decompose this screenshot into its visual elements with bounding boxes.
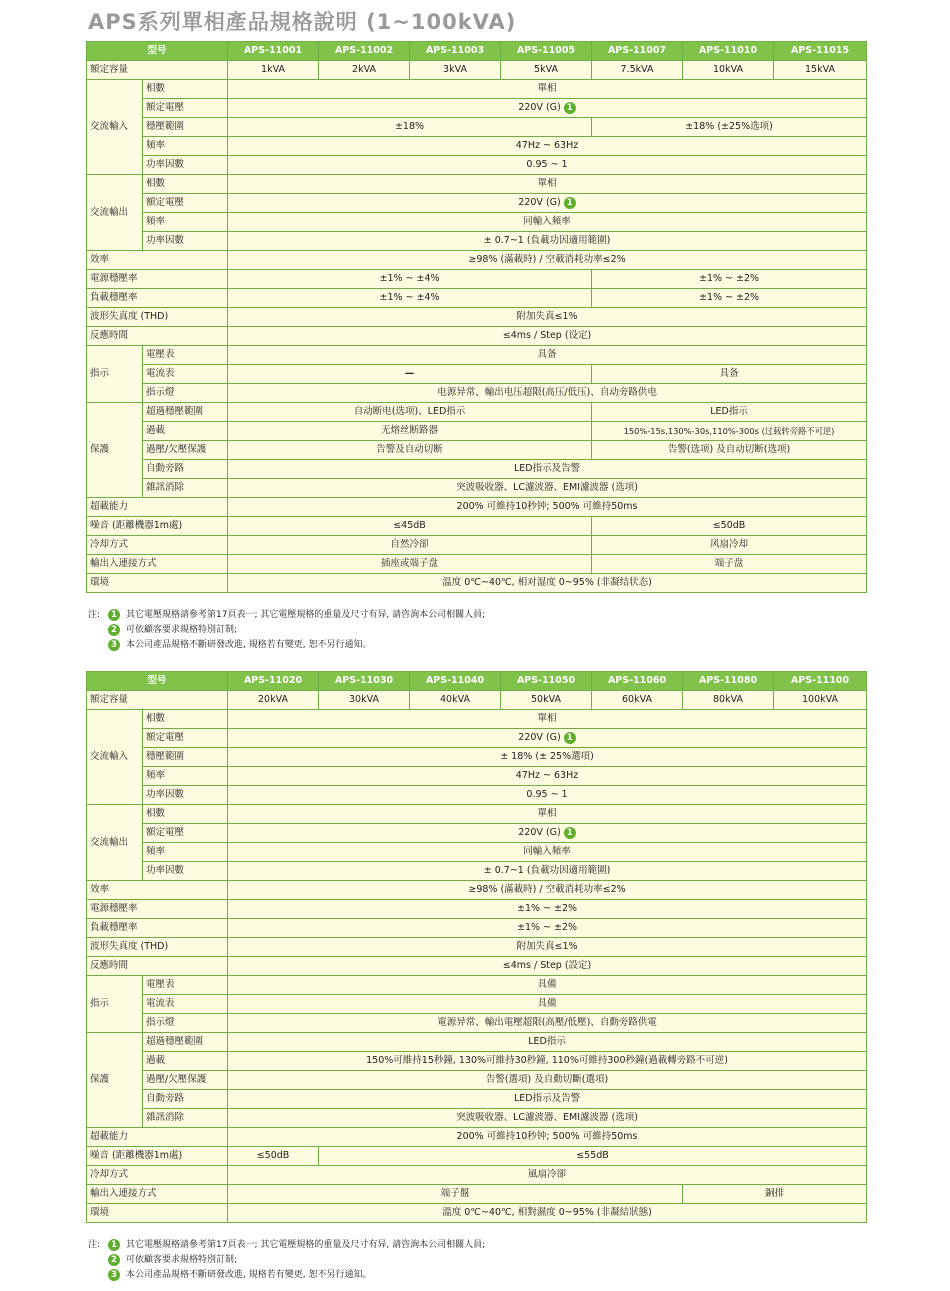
source-regulation-value: ±1% ~ ±2% bbox=[592, 270, 867, 289]
over-range-value: 自动断电(选项)、LED指示 bbox=[228, 403, 592, 422]
spec-table-1 bbox=[86, 41, 867, 593]
ammeter-label: 電流表 bbox=[143, 995, 228, 1014]
thd-label: 波形失真度 (THD) bbox=[87, 938, 228, 957]
voltage-cell bbox=[228, 99, 867, 118]
connection-value: 端子盘 bbox=[592, 555, 867, 574]
model-name: APS-11050 bbox=[501, 672, 592, 691]
load-regulation-value: ±1% ~ ±2% bbox=[228, 919, 867, 938]
noise-value: ≤50dB bbox=[228, 1147, 319, 1166]
protection-group: 保護 bbox=[87, 403, 143, 498]
capacity-value: 5kVA bbox=[501, 61, 592, 80]
range-value: ±18% (±25%选项) bbox=[592, 118, 867, 137]
phase-label: 相數 bbox=[143, 80, 228, 99]
capacity-value: 2kVA bbox=[319, 61, 410, 80]
voltage-cell bbox=[228, 824, 867, 843]
cooling-value: 风扇冷却 bbox=[592, 536, 867, 555]
note-3-marker: 3 bbox=[108, 639, 120, 651]
noise-value: ≤45dB bbox=[228, 517, 592, 536]
noise-label: 噪音 (距離機器1m處) bbox=[87, 1147, 228, 1166]
over-range-value: LED指示 bbox=[228, 1033, 867, 1052]
noise-filter-label: 雜訊消除 bbox=[143, 1109, 228, 1128]
ac-output-group: 交流輸出 bbox=[87, 805, 143, 881]
note-3-marker: 3 bbox=[108, 1269, 120, 1281]
power-factor-label: 功率因數 bbox=[143, 156, 228, 175]
power-factor-value: ± 0.7~1 (負載功因適用範圍) bbox=[228, 232, 867, 251]
noise-filter-label: 雜訊消除 bbox=[143, 479, 228, 498]
connection-label: 輸出入連接方式 bbox=[87, 555, 228, 574]
power-factor-value: 0.95 ~ 1 bbox=[228, 786, 867, 805]
overload-capacity-value: 200% 可維持10秒钟; 500% 可維持50ms bbox=[228, 498, 867, 517]
voltage-value: 220V (G) bbox=[518, 827, 561, 838]
voltage-label: 額定電壓 bbox=[143, 194, 228, 213]
ammeter-value: — bbox=[228, 365, 592, 384]
overload-capacity-label: 超載能力 bbox=[87, 1128, 228, 1147]
note-1-marker: 1 bbox=[108, 1239, 120, 1251]
overload-capacity-value: 200% 可維持10秒钟; 500% 可維持50ms bbox=[228, 1128, 867, 1147]
ac-input-group: 交流輸入 bbox=[87, 710, 143, 805]
source-regulation-label: 電源穩壓率 bbox=[87, 900, 228, 919]
model-header: 型号 bbox=[87, 672, 228, 691]
header-row bbox=[87, 672, 867, 691]
noise-filter-value: 突波吸收器、LC濾波器、EMI濾波器 (选项) bbox=[228, 1109, 867, 1128]
overload-value: 无熔丝断路器 bbox=[228, 422, 592, 441]
overload-value: 150%-15s,130%-30s,110%-300s (过载转旁路不可逆) bbox=[592, 422, 867, 441]
capacity-row bbox=[87, 61, 867, 80]
cooling-label: 冷却方式 bbox=[87, 1166, 228, 1185]
connection-value: 端子盤 bbox=[228, 1185, 683, 1204]
source-regulation-label: 電源穩壓率 bbox=[87, 270, 228, 289]
note-1-marker: 1 bbox=[564, 102, 576, 114]
notes-2 bbox=[88, 1238, 485, 1283]
model-name: APS-11100 bbox=[774, 672, 867, 691]
efficiency-value: ≥98% (滿載時) / 空載消耗功率≤2% bbox=[228, 251, 867, 270]
load-regulation-label: 負載穩壓率 bbox=[87, 919, 228, 938]
power-factor-label: 功率因數 bbox=[143, 862, 228, 881]
indicator-lamp-value: 电源异常、輸出电压超限(高压/低压)、自动旁路供电 bbox=[228, 384, 867, 403]
ac-input-group: 交流輸入 bbox=[87, 80, 143, 175]
note-2: 可依顧客要求規格特別訂制; bbox=[126, 1255, 238, 1265]
thd-value: 附加失真≤1% bbox=[228, 308, 867, 327]
note-3: 本公司產品規格不斷研發改進, 規格若有變更, 恕不另行通知。 bbox=[126, 1270, 372, 1280]
ammeter-label: 電流表 bbox=[143, 365, 228, 384]
model-name: APS-11001 bbox=[228, 42, 319, 61]
ac-output-group: 交流輸出 bbox=[87, 175, 143, 251]
model-name: APS-11003 bbox=[410, 42, 501, 61]
auto-bypass-label: 自動旁路 bbox=[143, 1090, 228, 1109]
efficiency-label: 效率 bbox=[87, 251, 228, 270]
range-label: 穩壓範圍 bbox=[143, 748, 228, 767]
connection-label: 輸出入連接方式 bbox=[87, 1185, 228, 1204]
voltage-cell bbox=[228, 729, 867, 748]
noise-label: 噪音 (距離機器1m處) bbox=[87, 517, 228, 536]
environment-value: 溫度 0℃~40℃, 相對濕度 0~95% (非凝結狀態) bbox=[228, 1204, 867, 1223]
capacity-value: 20kVA bbox=[228, 691, 319, 710]
note-3: 本公司產品規格不斷研發改進, 規格若有變更, 恕不另行通知。 bbox=[126, 640, 372, 650]
model-header: 型号 bbox=[87, 42, 228, 61]
page-title: APS系列單相產品規格說明 (1~100kVA) bbox=[88, 10, 517, 34]
notes-prefix: 注: bbox=[88, 610, 101, 620]
frequency-value: 同輸入頻率 bbox=[228, 213, 867, 232]
phase-value: 單相 bbox=[228, 175, 867, 194]
load-regulation-value: ±1% ~ ±4% bbox=[228, 289, 592, 308]
model-name: APS-11002 bbox=[319, 42, 410, 61]
overload-label: 過載 bbox=[143, 422, 228, 441]
range-value: ±18% bbox=[228, 118, 592, 137]
indicator-group: 指示 bbox=[87, 976, 143, 1033]
phase-value: 單相 bbox=[228, 710, 867, 729]
range-value: ± 18% (± 25%選項) bbox=[228, 748, 867, 767]
model-name: APS-11010 bbox=[683, 42, 774, 61]
power-factor-label: 功率因數 bbox=[143, 232, 228, 251]
auto-bypass-value: LED指示及告警 bbox=[228, 1090, 867, 1109]
load-regulation-label: 負載穩壓率 bbox=[87, 289, 228, 308]
capacity-value: 50kVA bbox=[501, 691, 592, 710]
connection-value: 銅排 bbox=[683, 1185, 867, 1204]
model-name: APS-11080 bbox=[683, 672, 774, 691]
indicator-lamp-label: 指示燈 bbox=[143, 384, 228, 403]
capacity-value: 1kVA bbox=[228, 61, 319, 80]
frequency-value: 47Hz ~ 63Hz bbox=[228, 137, 867, 156]
cooling-value: 自然冷卻 bbox=[228, 536, 592, 555]
noise-value: ≤50dB bbox=[592, 517, 867, 536]
capacity-value: 3kVA bbox=[410, 61, 501, 80]
note-1-marker: 1 bbox=[564, 827, 576, 839]
model-name: APS-11005 bbox=[501, 42, 592, 61]
environment-label: 環境 bbox=[87, 1204, 228, 1223]
environment-value: 温度 0℃~40℃, 相对湿度 0~95% (非凝结状态) bbox=[228, 574, 867, 593]
noise-value: ≤55dB bbox=[319, 1147, 867, 1166]
ammeter-value: 具備 bbox=[228, 995, 867, 1014]
response-time-value: ≤4ms / Step (设定) bbox=[228, 327, 867, 346]
notes-1 bbox=[88, 608, 485, 653]
note-2-marker: 2 bbox=[108, 624, 120, 636]
protection-group: 保護 bbox=[87, 1033, 143, 1128]
power-factor-value: ± 0.7~1 (負載功因適用範圍) bbox=[228, 862, 867, 881]
phase-label: 相數 bbox=[143, 710, 228, 729]
note-2-marker: 2 bbox=[108, 1254, 120, 1266]
noise-filter-value: 突波吸收器、LC濾波器、EMI濾波器 (选项) bbox=[228, 479, 867, 498]
indicator-lamp-value: 電源异常、輸出電壓超限(高壓/低壓)、自動旁路供電 bbox=[228, 1014, 867, 1033]
environment-label: 環境 bbox=[87, 574, 228, 593]
overload-label: 過載 bbox=[143, 1052, 228, 1071]
range-label: 穩壓範圍 bbox=[143, 118, 228, 137]
auto-bypass-value: LED指示及告警 bbox=[228, 460, 867, 479]
connection-value: 插座或端子盘 bbox=[228, 555, 592, 574]
model-name: APS-11040 bbox=[410, 672, 501, 691]
auto-bypass-label: 自動旁路 bbox=[143, 460, 228, 479]
voltage-label: 額定電壓 bbox=[143, 99, 228, 118]
capacity-label: 額定容量 bbox=[87, 61, 228, 80]
thd-label: 波形失真度 (THD) bbox=[87, 308, 228, 327]
voltage-label: 額定電壓 bbox=[143, 729, 228, 748]
load-regulation-value: ±1% ~ ±2% bbox=[592, 289, 867, 308]
voltage-cell bbox=[228, 194, 867, 213]
thd-value: 附加失真≤1% bbox=[228, 938, 867, 957]
voltage-value: 220V (G) bbox=[518, 732, 561, 743]
capacity-value: 15kVA bbox=[774, 61, 867, 80]
model-name: APS-11020 bbox=[228, 672, 319, 691]
frequency-value: 同輸入頻率 bbox=[228, 843, 867, 862]
voltmeter-label: 電壓表 bbox=[143, 976, 228, 995]
capacity-value: 7.5kVA bbox=[592, 61, 683, 80]
capacity-value: 80kVA bbox=[683, 691, 774, 710]
note-1-marker: 1 bbox=[108, 609, 120, 621]
note-1: 其它電壓規格請參考第17頁表一; 其它電壓規格的重量及尺寸有异, 請咨詢本公司相關人員; bbox=[126, 1240, 486, 1250]
capacity-value: 100kVA bbox=[774, 691, 867, 710]
over-under-voltage-value: 告警及自动切断 bbox=[228, 441, 592, 460]
frequency-label: 頻率 bbox=[143, 843, 228, 862]
source-regulation-value: ±1% ~ ±2% bbox=[228, 900, 867, 919]
model-name: APS-11007 bbox=[592, 42, 683, 61]
frequency-label: 頻率 bbox=[143, 137, 228, 156]
notes-prefix: 注: bbox=[88, 1240, 101, 1250]
over-range-value: LED指示 bbox=[592, 403, 867, 422]
source-regulation-value: ±1% ~ ±4% bbox=[228, 270, 592, 289]
capacity-value: 60kVA bbox=[592, 691, 683, 710]
capacity-value: 30kVA bbox=[319, 691, 410, 710]
model-name: APS-11015 bbox=[774, 42, 867, 61]
over-under-voltage-label: 過壓/欠壓保護 bbox=[143, 1071, 228, 1090]
response-time-label: 反應時間 bbox=[87, 327, 228, 346]
overload-capacity-label: 超載能力 bbox=[87, 498, 228, 517]
capacity-row bbox=[87, 691, 867, 710]
note-1-marker: 1 bbox=[564, 732, 576, 744]
note-2: 可依顧客要求規格特別訂制; bbox=[126, 625, 238, 635]
overload-value: 150%可維持15秒鐘, 130%可維持30秒鐘, 110%可維持300秒鐘(過載轉旁路不可逆) bbox=[228, 1052, 867, 1071]
capacity-label: 額定容量 bbox=[87, 691, 228, 710]
over-range-label: 超過穩壓範圍 bbox=[143, 403, 228, 422]
voltmeter-value: 具备 bbox=[228, 346, 867, 365]
voltage-label: 額定電壓 bbox=[143, 824, 228, 843]
voltage-value: 220V (G) bbox=[518, 102, 561, 113]
frequency-label: 頻率 bbox=[143, 213, 228, 232]
voltage-value: 220V (G) bbox=[518, 197, 561, 208]
voltmeter-value: 具備 bbox=[228, 976, 867, 995]
frequency-label: 頻率 bbox=[143, 767, 228, 786]
note-1-marker: 1 bbox=[564, 197, 576, 209]
phase-value: 單相 bbox=[228, 80, 867, 99]
note-1: 其它電壓規格請參考第17頁表一; 其它電壓規格的重量及尺寸有异, 請咨詢本公司相關人員; bbox=[126, 610, 486, 620]
efficiency-value: ≥98% (滿載時) / 空載消耗功率≤2% bbox=[228, 881, 867, 900]
efficiency-label: 效率 bbox=[87, 881, 228, 900]
capacity-value: 10kVA bbox=[683, 61, 774, 80]
over-range-label: 超過穩壓範圍 bbox=[143, 1033, 228, 1052]
indicator-group: 指示 bbox=[87, 346, 143, 403]
over-under-voltage-label: 過壓/欠壓保護 bbox=[143, 441, 228, 460]
capacity-value: 40kVA bbox=[410, 691, 501, 710]
response-time-label: 反應時間 bbox=[87, 957, 228, 976]
model-name: APS-11030 bbox=[319, 672, 410, 691]
indicator-lamp-label: 指示燈 bbox=[143, 1014, 228, 1033]
cooling-value: 風扇冷卻 bbox=[228, 1166, 867, 1185]
phase-label: 相數 bbox=[143, 805, 228, 824]
phase-label: 相數 bbox=[143, 175, 228, 194]
spec-table-2 bbox=[86, 671, 867, 1223]
power-factor-label: 功率因數 bbox=[143, 786, 228, 805]
response-time-value: ≤4ms / Step (設定) bbox=[228, 957, 867, 976]
frequency-value: 47Hz ~ 63Hz bbox=[228, 767, 867, 786]
header-row bbox=[87, 42, 867, 61]
ammeter-value: 具备 bbox=[592, 365, 867, 384]
over-under-voltage-value: 告警(選項) 及自動切斷(選項) bbox=[228, 1071, 867, 1090]
phase-value: 單相 bbox=[228, 805, 867, 824]
cooling-label: 冷却方式 bbox=[87, 536, 228, 555]
model-name: APS-11060 bbox=[592, 672, 683, 691]
voltmeter-label: 電壓表 bbox=[143, 346, 228, 365]
over-under-voltage-value: 告警(选项) 及自动切断(选项) bbox=[592, 441, 867, 460]
power-factor-value: 0.95 ~ 1 bbox=[228, 156, 867, 175]
